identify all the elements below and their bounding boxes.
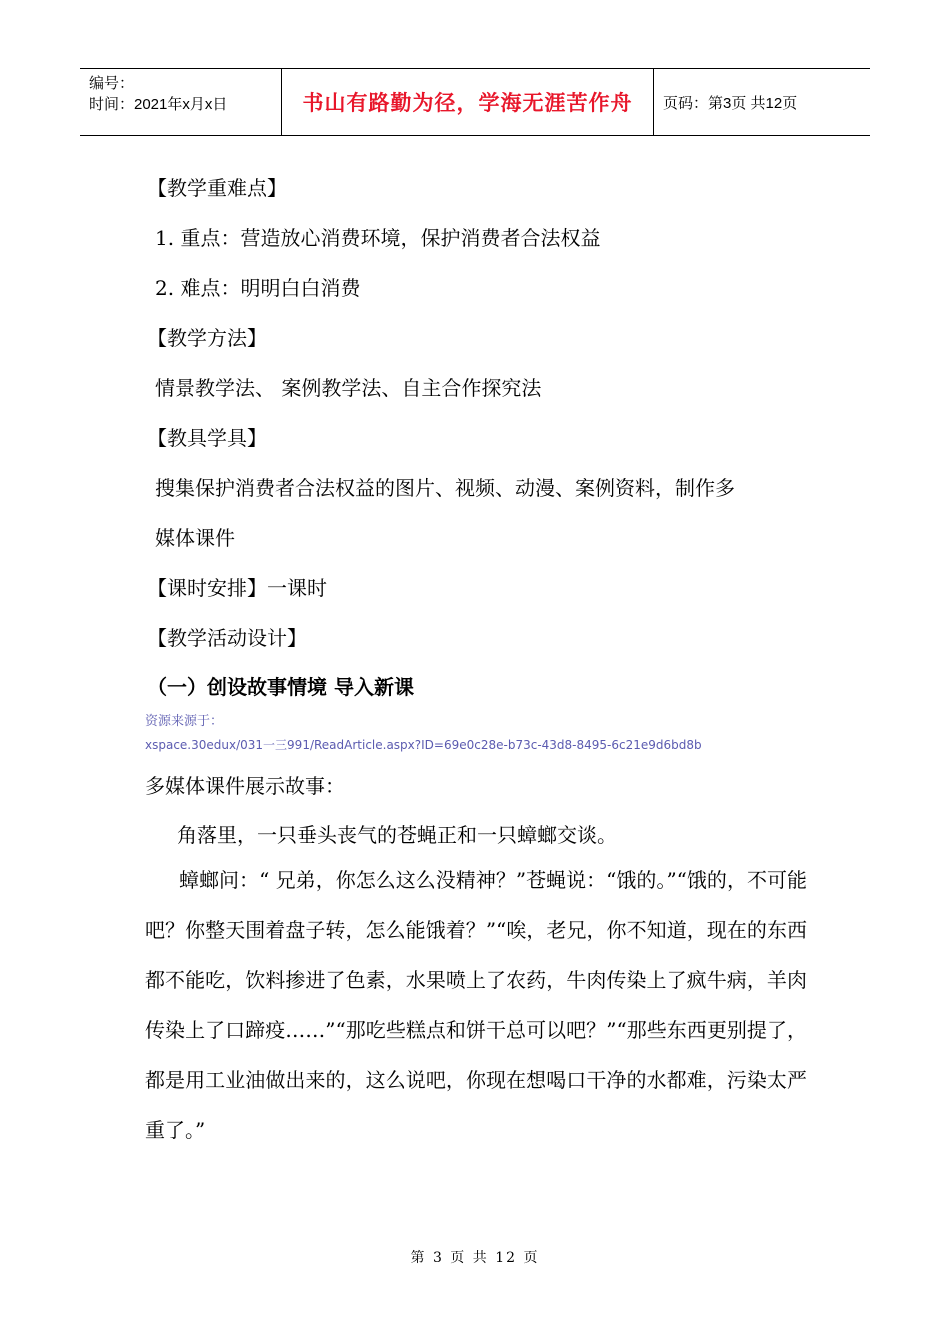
key-point: 1. 重点：营造放心消费环境，保护消费者合法权益 [155,226,601,250]
header-meta [80,69,282,135]
tools-text-line2: 媒体课件 [155,526,235,550]
schedule-text: 【课时安排】一课时 [147,576,327,600]
header-motto-cell [282,69,654,135]
difficult-point: 2. 难点：明明白白消费 [155,276,361,300]
story-intro: 多媒体课件展示故事： [145,774,345,798]
section-one-heading: （一）创设故事情境 导入新课 [147,675,414,699]
story-paragraph-2: 蟑螂问：“ 兄弟，你怎么这么没精神？”苍蝇说：“饿的。”“饿的，不可能吧？你整天围着盘子转，怎么能饿着？”“唉，老兄，你不知道，现在的东西都不能吃，饮料掺进了色素，水果喷上了农药，牛肉传染上了疯牛病，羊肉传染上了口蹄疫……”“那吃些糕点和饼干总可以吧？”“那些东西更别提了，都是用工业油做出来的，这么说吧，你现在想喝口干净的水都难，污染太严重了。” [145,868,807,1142]
header-motto: 书山有路勤为径，学海无涯苦作舟 [302,91,633,115]
methods-text: 情景教学法、 案例教学法、自主合作探究法 [155,376,542,400]
method-heading: 【教学方法】 [147,326,267,350]
time-label: 时间：2021年x月x日 [89,96,228,113]
source-label: 资源来源于： [145,714,224,729]
header-page-info: 页码：第3页 共12页 [663,94,798,112]
source-url[interactable]: xspace.30edux/031一三991/ReadArticle.aspx?ID=69e0c28e-b73c-43d8-8495-6c21e9d6bd8b [145,738,702,752]
number-label: 编号： [89,75,135,92]
activity-heading: 【教学活动设计】 [147,626,307,650]
tools-text-line1: 搜集保护消费者合法权益的图片、视频、动漫、案例资料，制作多 [155,476,735,500]
page-footer: 第 3 页 共 12 页 [410,1250,540,1266]
story-paragraph-1: 角落里，一只垂头丧气的苍蝇正和一只蟑螂交谈。 [177,823,617,847]
difficulty-heading: 【教学重难点】 [147,176,287,200]
tools-heading: 【教具学具】 [147,426,267,450]
page-header [80,68,870,136]
